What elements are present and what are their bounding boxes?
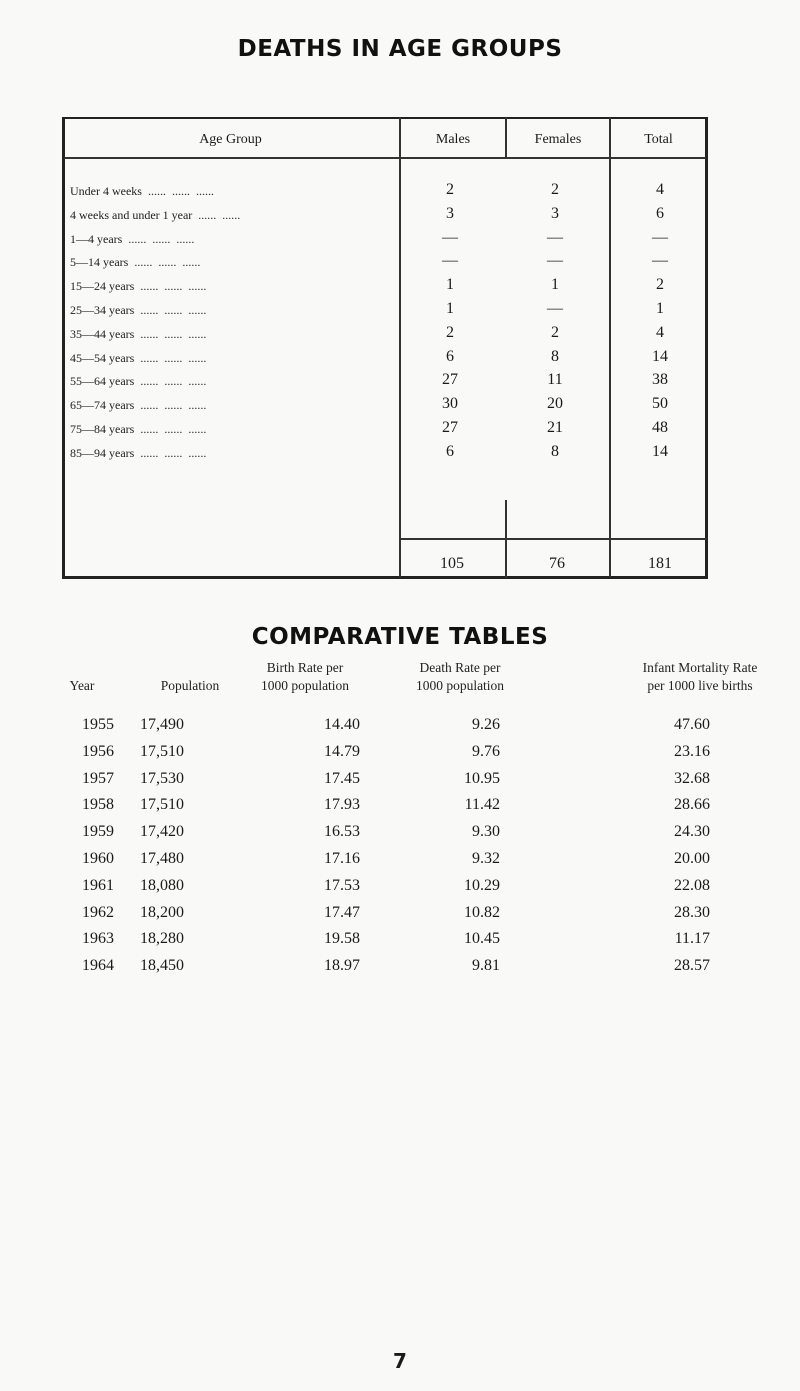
infant-mortality-value: 24.30 [674,823,710,841]
table-row [70,324,710,344]
age-group-label: 5—14 years ...... ...... ...... [70,255,201,270]
total-value: — [652,252,668,270]
year-value: 1955 [82,716,114,733]
table-row [0,957,800,979]
table-row [0,823,800,845]
year-value: 1957 [82,769,114,787]
table-row [70,276,710,296]
females-value: 2 [551,181,559,198]
females-value: 20 [547,395,563,413]
col-header-year: Year [69,678,95,693]
females-value: 21 [547,419,563,436]
death-rate-value: 10.29 [464,876,500,894]
total-value: 14 [652,442,668,460]
col-header-death-rate [380,659,540,695]
infant-mortality-value: 22.08 [674,876,710,894]
total-females: 76 [549,555,565,572]
table-row [70,252,710,272]
death-rate-value: 9.26 [472,716,500,733]
birth-rate-value: 17.47 [324,903,360,921]
females-value: 8 [551,442,559,460]
table-row [0,743,800,765]
death-rate-value: 9.81 [472,957,500,975]
males-value: 3 [446,204,454,222]
females-value: — [547,252,563,270]
males-value: 2 [446,181,454,198]
header-males: Males [435,132,471,147]
col-header-death-rate-line1: Death Rate per [419,660,501,675]
males-value: 6 [446,442,454,460]
population-value: 18,080 [140,876,184,894]
birth-rate-value: 17.93 [324,796,360,814]
col-header-infant-mortality [600,659,800,695]
total-all: 181 [648,555,672,572]
year-value: 1956 [82,742,114,760]
total-value: 6 [656,204,664,222]
birth-rate-value: 14.40 [324,716,360,733]
col-header-death-rate-line2: 1000 population [415,678,505,693]
death-rate-value: 11.42 [464,796,500,814]
table-row [0,904,800,926]
infant-mortality-value: 28.57 [674,957,710,975]
header-rule [64,157,706,159]
total-value: 48 [652,419,668,436]
females-value: — [547,300,563,317]
table-row [0,770,800,792]
death-rate-value: 9.32 [472,850,500,867]
males-value: 1 [446,276,454,294]
col-header-infant-line1: Infant Mortality Rate [642,660,758,675]
year-value: 1961 [82,876,114,894]
males-value: 27 [442,371,458,389]
infant-mortality-value: 11.17 [674,930,710,948]
table-row [70,443,710,463]
header-total: Total [644,132,673,147]
table-row [0,850,800,872]
table-row [0,877,800,899]
age-group-label: 35—44 years ...... ...... ...... [70,326,207,341]
table-row [0,930,800,952]
total-value: 1 [656,300,664,317]
population-value: 17,530 [140,769,184,787]
age-group-label: 75—84 years ...... ...... ...... [70,422,207,436]
infant-mortality-value: 20.00 [674,850,710,867]
col-header-infant-line2: per 1000 live births [647,678,753,693]
birth-rate-value: 17.53 [324,876,360,894]
header-age-group: Age Group [199,132,262,147]
age-group-label: 4 weeks and under 1 year ...... ...... [70,207,241,222]
infant-mortality-value: 23.16 [674,742,710,760]
age-group-label: 1—4 years ...... ...... ...... [70,231,195,246]
birth-rate-value: 18.97 [324,957,360,975]
females-value: 3 [551,204,559,222]
total-value: 50 [652,395,668,413]
table-row [70,419,710,439]
females-value: — [547,228,563,246]
table-row [70,229,710,249]
total-value: 38 [652,371,668,389]
table-row [0,716,800,738]
population-value: 18,450 [140,957,184,975]
females-value: 2 [551,323,559,341]
birth-rate-value: 16.53 [324,823,360,841]
males-value: 1 [446,300,454,317]
header-females: Females [534,132,582,147]
males-value: — [442,228,458,246]
age-group-label: 45—54 years ...... ...... ...... [70,350,207,365]
year-value: 1959 [82,823,114,841]
col-header-population: Population [160,678,220,693]
males-value: — [442,252,458,270]
infant-mortality-value: 32.68 [674,769,710,787]
total-males: 105 [440,555,464,572]
males-value: 6 [446,347,454,365]
total-value: 2 [656,276,664,294]
year-value: 1964 [82,957,114,975]
infant-mortality-value: 28.30 [674,903,710,921]
males-value: 2 [446,323,454,341]
population-value: 17,420 [140,823,184,841]
population-value: 18,280 [140,930,184,948]
col-header-birth-rate-line2: 1000 population [260,678,350,693]
age-group-label: 85—94 years ...... ...... ...... [70,445,207,460]
females-value: 8 [551,347,559,365]
population-value: 17,510 [140,796,184,814]
totals-rule [399,538,707,540]
age-group-label: 55—64 years ...... ...... ...... [70,374,207,389]
population-value: 17,510 [140,742,184,760]
population-value: 18,200 [140,903,184,921]
table-row [70,348,710,368]
year-value: 1962 [82,903,114,921]
males-value: 30 [442,395,458,413]
birth-rate-value: 14.79 [324,742,360,760]
females-value: 11 [547,371,563,389]
infant-mortality-value: 47.60 [674,716,710,733]
table-row [70,395,710,415]
col-header-birth-rate [225,659,385,695]
col-header-birth-rate-line1: Birth Rate per [266,660,344,675]
females-value: 1 [551,276,559,294]
section-title: COMPARATIVE TABLES [251,624,549,650]
total-value: 4 [656,181,664,198]
table-row [0,796,800,818]
infant-mortality-value: 28.66 [674,796,710,814]
total-value: 4 [656,323,664,341]
death-rate-value: 9.30 [472,823,500,841]
age-group-label: 25—34 years ...... ...... ...... [70,303,207,317]
table-row [70,371,710,391]
age-group-label: 65—74 years ...... ...... ...... [70,398,207,413]
age-group-label: Under 4 weeks ...... ...... ...... [70,184,214,198]
year-value: 1963 [82,930,114,948]
total-value: — [652,228,668,246]
year-value: 1958 [82,796,114,814]
death-rate-value: 10.95 [464,769,500,787]
year-value: 1960 [82,850,114,867]
death-rate-value: 10.82 [464,903,500,921]
table-row [70,181,710,201]
population-value: 17,480 [140,850,184,867]
death-rate-value: 9.76 [472,742,500,760]
total-value: 14 [652,347,668,365]
table-row [70,205,710,225]
page-title: DEATHS IN AGE GROUPS [237,36,563,62]
birth-rate-value: 17.16 [324,850,360,867]
table-row [70,300,710,320]
page-number: 7 [393,1349,407,1373]
population-value: 17,490 [140,716,184,733]
age-group-label: 15—24 years ...... ...... ...... [70,279,207,294]
males-value: 27 [442,419,458,436]
death-rate-value: 10.45 [464,930,500,948]
birth-rate-value: 17.45 [324,769,360,787]
birth-rate-value: 19.58 [324,930,360,948]
